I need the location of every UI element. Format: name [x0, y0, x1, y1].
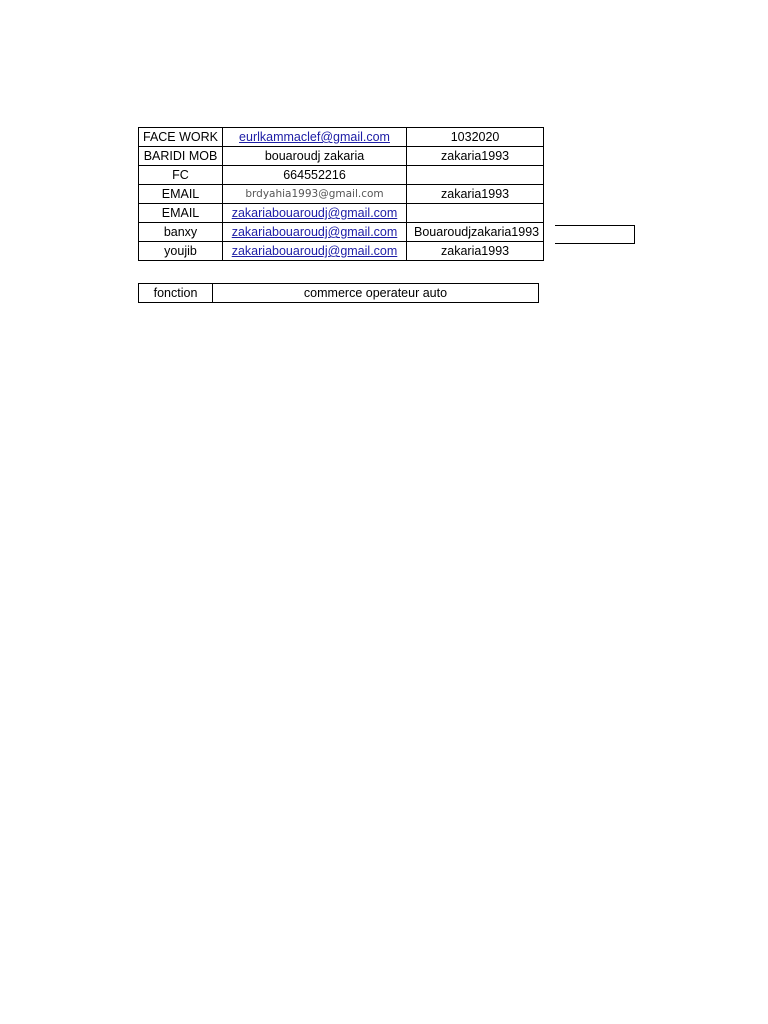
password-cell: Bouaroudjzakaria1993	[407, 223, 544, 242]
password-cell	[407, 204, 544, 223]
number-cell: 664552216	[223, 166, 407, 185]
service-cell: EMAIL	[139, 204, 223, 223]
username-cell: bouaroudj zakaria	[223, 147, 407, 166]
email-cell: brdyahia1993@gmail.com	[223, 185, 407, 204]
password-cell: zakaria1993	[407, 242, 544, 261]
password-cell: 1032020	[407, 128, 544, 147]
table-row	[139, 204, 544, 223]
table-row	[139, 284, 539, 303]
password-cell: zakaria1993	[407, 185, 544, 204]
function-table	[138, 283, 539, 303]
password-cell: zakaria1993	[407, 147, 544, 166]
table-row	[139, 166, 544, 185]
extended-cell-border	[555, 225, 635, 244]
service-cell: youjib	[139, 242, 223, 261]
email-link[interactable]: zakariabouaroudj@gmail.com	[223, 204, 407, 223]
email-link[interactable]: zakariabouaroudj@gmail.com	[223, 223, 407, 242]
table-row	[139, 128, 544, 147]
service-cell: FC	[139, 166, 223, 185]
service-cell: banxy	[139, 223, 223, 242]
table-row	[139, 242, 544, 261]
service-cell: FACE WORK	[139, 128, 223, 147]
password-cell	[407, 166, 544, 185]
function-value: commerce operateur auto	[213, 284, 539, 303]
table-row	[139, 185, 544, 204]
accounts-table	[138, 127, 544, 261]
service-cell: BARIDI MOB	[139, 147, 223, 166]
table-row	[139, 223, 544, 242]
email-link[interactable]: eurlkammaclef@gmail.com	[223, 128, 407, 147]
service-cell: EMAIL	[139, 185, 223, 204]
email-link[interactable]: zakariabouaroudj@gmail.com	[223, 242, 407, 261]
table-row	[139, 147, 544, 166]
function-label: fonction	[139, 284, 213, 303]
